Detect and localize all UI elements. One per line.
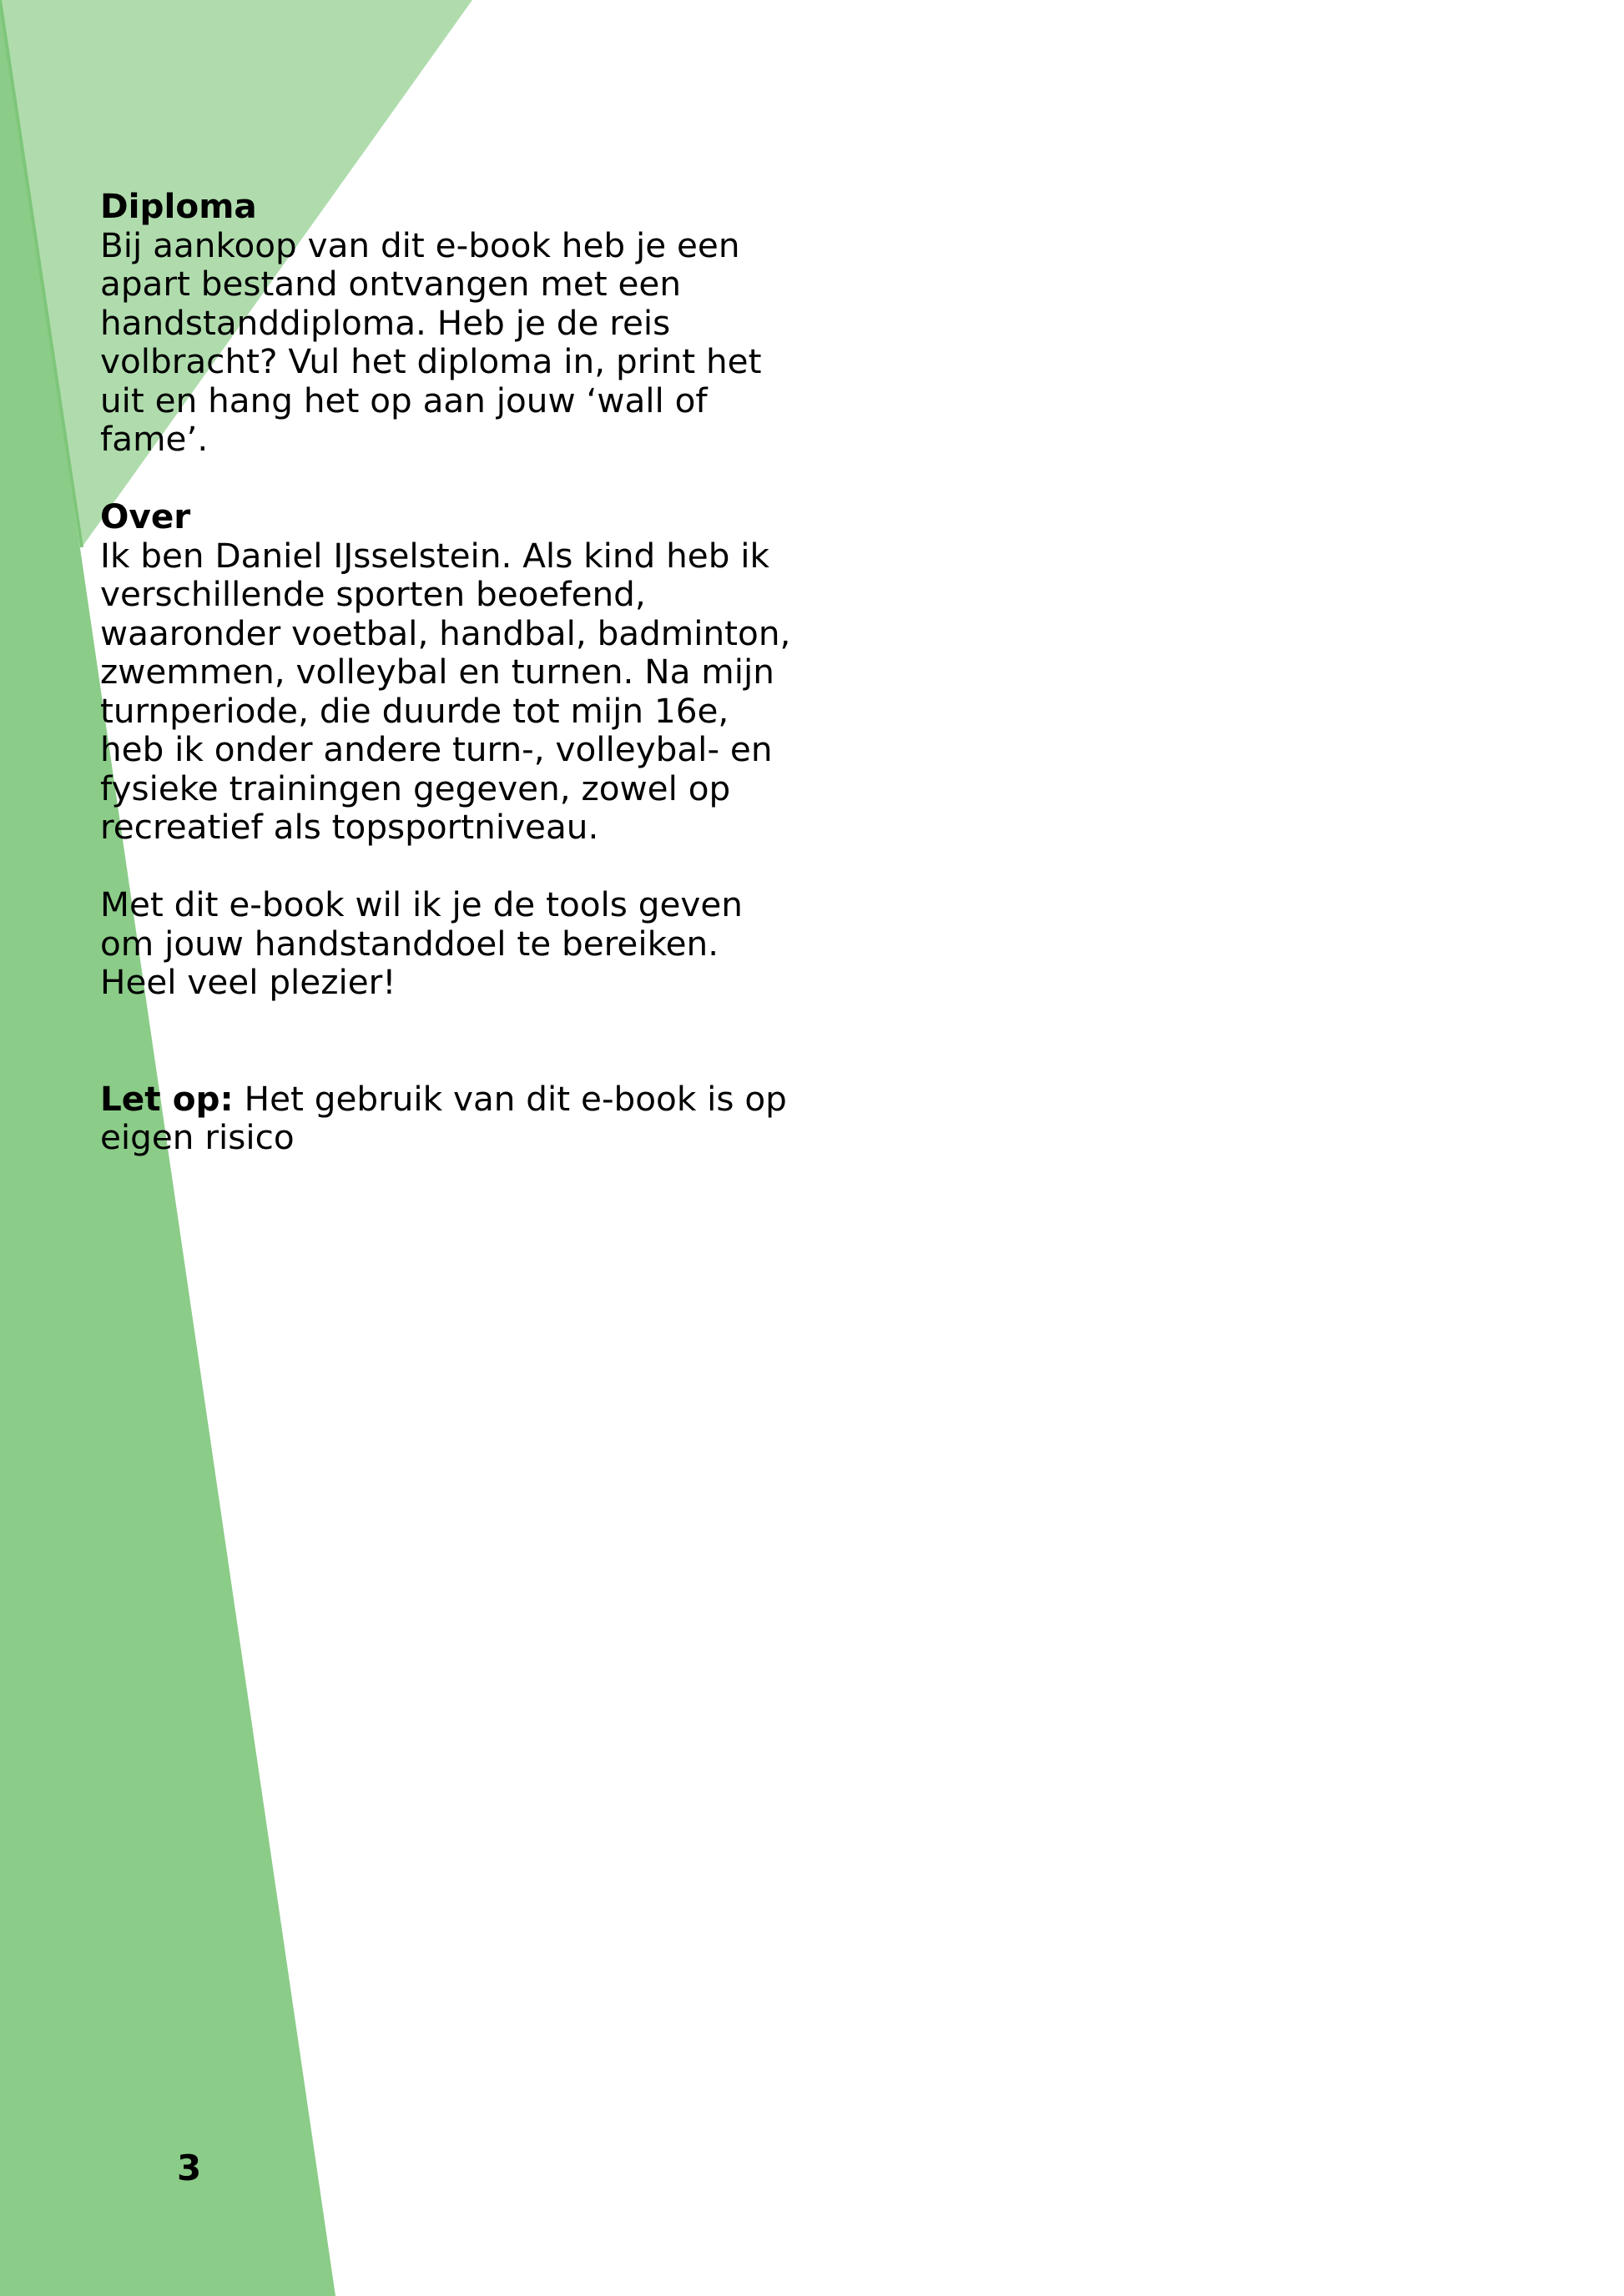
diploma-line: volbracht? Vul het diploma in, print het — [100, 341, 762, 381]
notice-line-2: eigen risico — [100, 1117, 295, 1157]
diploma-line: apart bestand ontvangen met een — [100, 264, 681, 304]
closing-line: Heel veel plezier! — [100, 962, 396, 1002]
diploma-line: Bij aankoop van dit e-book heb je een — [100, 224, 740, 265]
over-section — [100, 497, 835, 1002]
over-line: recreatief als topsportniveau. — [100, 807, 599, 847]
notice-line — [100, 1080, 835, 1119]
over-line: Ik ben Daniel IJsselstein. Als kind heb ik — [100, 535, 769, 576]
over-line: verschillende sporten beoefend, — [100, 574, 646, 614]
diploma-line: uit en hang het op aan jouw ‘wall of — [100, 380, 708, 420]
diploma-line: handstanddiploma. Heb je de reis — [100, 302, 671, 343]
spacer — [100, 847, 835, 886]
closing-line: om jouw handstanddoel te bereiken. — [100, 923, 719, 964]
spacer — [100, 1002, 835, 1080]
over-line: heb ik onder andere turn-, volleybal- en — [100, 729, 773, 769]
closing-line: Met dit e-book wil ik je de tools geven — [100, 884, 743, 924]
diploma-line: fame’. — [100, 419, 209, 459]
notice-text: Het gebruik van dit e-book is op — [233, 1078, 787, 1119]
over-line: waaronder voetbal, handbal, badminton, — [100, 612, 791, 653]
diploma-section — [100, 187, 835, 459]
spacer — [100, 459, 835, 498]
notice-section — [100, 1080, 835, 1157]
page-number: 3 — [177, 2147, 202, 2188]
over-line: fysieke trainingen gegeven, zowel op — [100, 768, 731, 808]
over-line: turnperiode, die duurde tot mijn 16e, — [100, 690, 729, 731]
notice-label: Let op: — [100, 1078, 234, 1119]
over-heading: Over — [100, 496, 191, 536]
over-line: zwemmen, volleybal en turnen. Na mijn — [100, 652, 774, 692]
diploma-heading: Diploma — [100, 186, 257, 226]
text-content — [100, 187, 835, 1157]
